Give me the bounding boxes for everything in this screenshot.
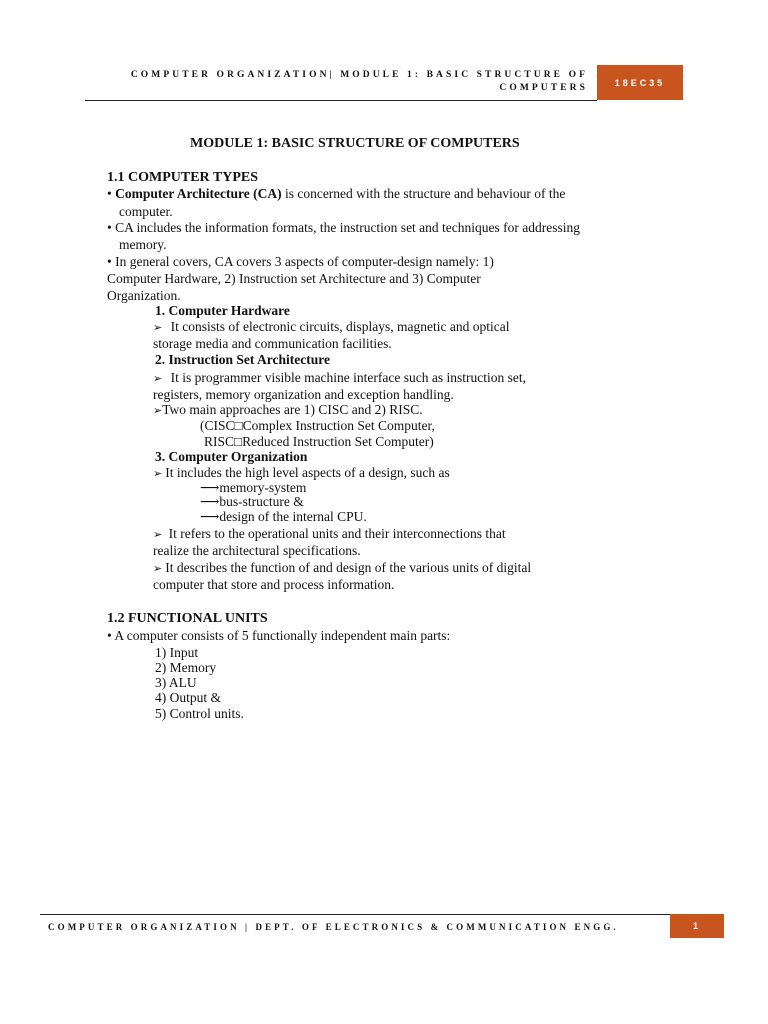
unit-item: 5) Control units. — [155, 706, 244, 721]
isa-text-1: It is programmer visible machine interface such as instruction set, — [170, 370, 526, 385]
org-item-bus — [200, 494, 304, 510]
bullet-ca-includes-cont: memory. — [119, 237, 167, 252]
section-heading-1-2: 1.2 FUNCTIONAL UNITS — [107, 611, 268, 626]
header-title-line1: COMPUTER ORGANIZATION| MODULE 1: BASIC STRUCTURE OF — [130, 70, 588, 80]
ca-term: Computer Architecture (CA) — [115, 186, 282, 201]
section-heading-1-1: 1.1 COMPUTER TYPES — [107, 170, 259, 185]
bullet-icon: • — [107, 186, 112, 201]
subheading-computer-organization: 3. Computer Organization — [155, 449, 308, 464]
isa-cisc: (CISC□Complex Instruction Set Computer, — [200, 418, 435, 433]
bullet-ca-covers-cont2: Organization. — [107, 288, 181, 303]
bullet-ca-covers-cont1: Computer Hardware, 2) Instruction set Architecture and 3) Computer — [107, 271, 481, 286]
arrow-bullet-icon: ➢ — [153, 562, 163, 575]
arrow-bullet-icon: ➢ — [153, 528, 163, 541]
unit-item: 1) Input — [155, 645, 199, 660]
bullet-icon: • — [107, 220, 112, 235]
header-badge: 18EC35 — [597, 65, 683, 100]
bullet-icon: • — [107, 254, 112, 269]
arrow-bullet-icon: ➢ — [153, 404, 163, 417]
long-arrow-icon: ⟶ — [200, 494, 220, 509]
subheading-isa: 2. Instruction Set Architecture — [155, 352, 330, 367]
org-item-text: design of the internal CPU. — [219, 509, 367, 524]
hardware-point-cont: storage media and communication facilities. — [153, 336, 392, 351]
hardware-point — [153, 319, 510, 336]
org-item-text: memory-system — [219, 480, 307, 495]
bullet-ca-definition — [107, 186, 565, 202]
org-point-2-cont: realize the architectural specifications. — [153, 543, 361, 558]
ca-includes-text: CA includes the information formats, the instruction set and techniques for addressing — [115, 220, 581, 235]
functional-units-text: A computer consists of 5 functionally independent main parts: — [114, 628, 451, 643]
long-arrow-icon: ⟶ — [200, 480, 220, 495]
org-item-cpu — [200, 509, 367, 525]
isa-risc: RISC□Reduced Instruction Set Computer) — [204, 434, 434, 449]
bullet-ca-definition-cont: computer. — [119, 204, 173, 219]
page-title: MODULE 1: BASIC STRUCTURE OF COMPUTERS — [190, 136, 520, 151]
arrow-bullet-icon: ➢ — [153, 372, 163, 385]
functional-units-bullet — [107, 628, 450, 644]
unit-item: 4) Output & — [155, 690, 221, 705]
isa-point-1 — [153, 370, 526, 387]
org-point-3 — [153, 560, 531, 577]
org-text-3: It describes the function of and design of the various units of digital — [165, 560, 532, 575]
footer-rule — [40, 914, 670, 915]
org-text-2: It refers to the operational units and their interconnections that — [168, 526, 506, 541]
footer-text: COMPUTER ORGANIZATION | DEPT. OF ELECTRONICS & COMMUNICATION ENGG. — [48, 922, 619, 932]
header-title-line2: COMPUTERS — [499, 83, 588, 93]
isa-point-1-cont: registers, memory organization and exception handling. — [153, 387, 454, 402]
bullet-ca-includes — [107, 220, 580, 236]
long-arrow-icon: ⟶ — [200, 509, 220, 524]
hardware-text: It consists of electronic circuits, displays, magnetic and optical — [170, 319, 510, 334]
footer-page-number: 1 — [670, 914, 724, 938]
isa-point-2 — [153, 402, 423, 419]
org-item-text: bus-structure & — [219, 494, 304, 509]
header-rule — [85, 100, 597, 101]
org-point-2 — [153, 526, 506, 543]
arrow-bullet-icon: ➢ — [153, 467, 163, 480]
ca-definition-text: is concerned with the structure and behaviour of the — [281, 186, 566, 201]
bullet-icon: • — [107, 628, 112, 643]
unit-item: 3) ALU — [155, 675, 197, 690]
org-text-1: It includes the high level aspects of a design, such as — [165, 465, 450, 480]
isa-text-2: Two main approaches are 1) CISC and 2) RISC. — [162, 402, 423, 417]
bullet-ca-covers — [107, 254, 494, 270]
subheading-computer-hardware: 1. Computer Hardware — [155, 303, 290, 318]
arrow-bullet-icon: ➢ — [153, 321, 163, 334]
unit-item: 2) Memory — [155, 660, 217, 675]
ca-covers-text: In general covers, CA covers 3 aspects of computer-design namely: 1) — [115, 254, 494, 269]
org-point-3-cont: computer that store and process information. — [153, 577, 395, 592]
